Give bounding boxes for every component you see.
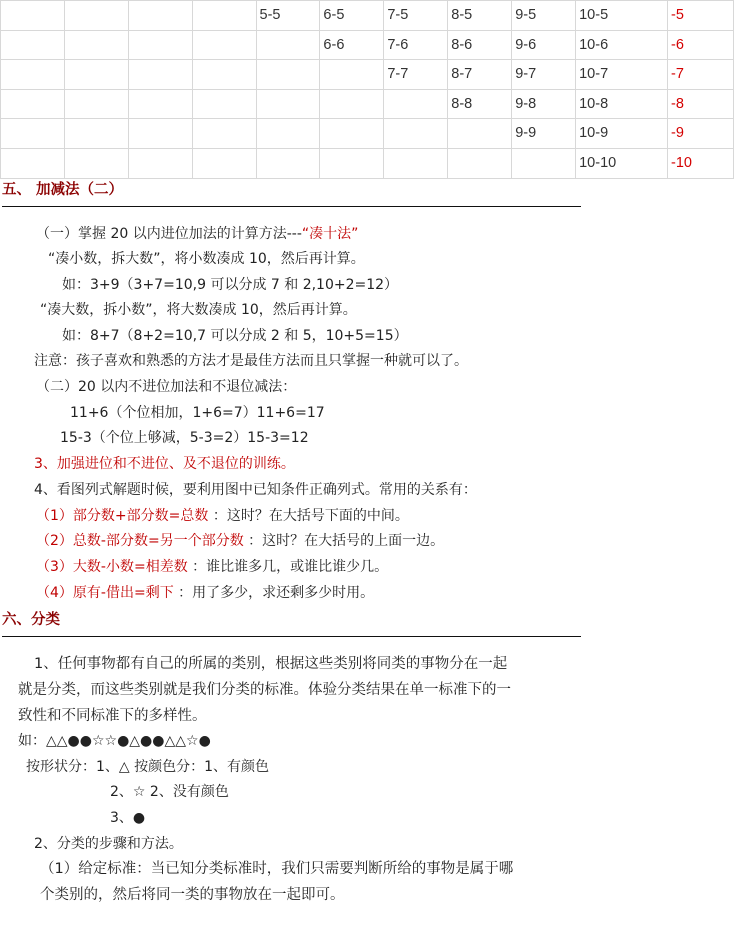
table-cell: 6-5 (320, 1, 384, 31)
table-cell (320, 89, 384, 119)
table-cell (256, 30, 320, 60)
example-b-line: 如：8+7（8+2=10,7 可以分成 2 和 5，10+5=15） (62, 328, 408, 344)
table-row (1, 119, 734, 149)
section-5-rule (2, 206, 581, 207)
table-cell (128, 89, 192, 119)
table-cell: 9-9 (512, 119, 576, 149)
relation-4-desc: ：用了多少，求还剩多少时用。 (173, 585, 375, 601)
table-cell: 8-6 (448, 30, 512, 60)
table-cell (448, 119, 512, 149)
sort-line-3: 3、● (110, 810, 146, 826)
table-cell: 9-8 (512, 89, 576, 119)
table-row (1, 60, 734, 90)
table-cell: -5 (668, 1, 734, 31)
table-cell: 10-7 (576, 60, 668, 90)
point-3-line: 3、加强进位和不进位、及不退位的训练。 (34, 456, 295, 472)
relation-3-formula: （3）大数-小数=相差数 (36, 559, 188, 575)
table-cell: 7-7 (384, 60, 448, 90)
table-cell (64, 148, 128, 178)
table-cell: 10-8 (576, 89, 668, 119)
table-cell (64, 60, 128, 90)
table-cell (64, 30, 128, 60)
sort-line-2: 2、☆ 2、没有颜色 (110, 784, 229, 800)
table-cell (192, 119, 256, 149)
table-row (1, 30, 734, 60)
example-c-line: 11+6（个位相加，1+6=7）11+6=17 (70, 405, 325, 421)
table-cell: 10-6 (576, 30, 668, 60)
table-cell: 10-5 (576, 1, 668, 31)
sort-line-1: 按形状分：1、△ 按颜色分：1、有颜色 (26, 759, 270, 775)
table-cell (320, 119, 384, 149)
para-1-line-2: 就是分类，而这些类别就是我们分类的标准。体验分类结果在单一标准下的一 (18, 682, 511, 698)
relation-3-desc: ：谁比谁多几，或谁比谁少几。 (187, 559, 389, 575)
table-cell (320, 60, 384, 90)
table-cell (1, 30, 65, 60)
table-cell: 8-7 (448, 60, 512, 90)
table-cell (256, 119, 320, 149)
table-cell (256, 89, 320, 119)
table-row (1, 148, 734, 178)
table-cell: 9-6 (512, 30, 576, 60)
table-cell: -10 (668, 148, 734, 178)
section-6-title: 六、分类 (2, 612, 60, 628)
rule-2-line: （二）20 以内不进位加法和不退位减法： (36, 379, 297, 395)
table-cell: 10-9 (576, 119, 668, 149)
table-row (1, 1, 734, 31)
shape-sequence: △△●●☆☆●△●●△△☆● (46, 733, 211, 749)
table-cell (512, 148, 576, 178)
table-row (1, 89, 734, 119)
relation-2-desc: ：这时？在大括号的上面一边。 (243, 533, 445, 549)
para-3-line-2: 个类别的，然后将同一类的事物放在一起即可。 (40, 887, 345, 903)
table-cell: -9 (668, 119, 734, 149)
method-b-line: “凑大数，拆小数”，将大数凑成 10，然后再计算。 (40, 302, 357, 318)
example-d-line: 15-3（个位上够减，5-3=2）15-3=12 (60, 430, 309, 446)
table-cell (384, 148, 448, 178)
table-cell: 10-10 (576, 148, 668, 178)
table-cell (1, 119, 65, 149)
table-cell (1, 60, 65, 90)
relation-1-formula: （1）部分数+部分数=总数 (36, 508, 209, 524)
table-cell: 9-7 (512, 60, 576, 90)
table-cell (192, 60, 256, 90)
table-cell: 7-5 (384, 1, 448, 31)
table-cell (128, 30, 192, 60)
rule-1-text: （一）掌握 20 以内进位加法的计算方法--- (36, 226, 302, 242)
para-3-line-1: （1）给定标准：当已知分类标准时，我们只需要判断所给的事物是属于哪 (40, 861, 514, 877)
para-2-line: 2、分类的步骤和方法。 (34, 836, 183, 852)
table-cell (192, 89, 256, 119)
table-cell (64, 119, 128, 149)
example-shapes-line (18, 731, 211, 751)
table-cell (256, 60, 320, 90)
rule-1-highlight: “凑十法” (301, 226, 359, 242)
relation-3-line (36, 557, 388, 577)
table-cell: 5-5 (256, 1, 320, 31)
table-cell: 7-6 (384, 30, 448, 60)
table-cell (64, 1, 128, 31)
example-label: 如： (18, 733, 46, 749)
relation-2-formula: （2）总数-部分数=另一个部分数 (36, 533, 244, 549)
section-5-title: 五、 加减法（二） (2, 182, 124, 198)
section-6-rule (2, 636, 581, 637)
table-cell (1, 89, 65, 119)
table-cell (128, 119, 192, 149)
table-cell: 8-8 (448, 89, 512, 119)
table-cell (64, 89, 128, 119)
table-cell (192, 148, 256, 178)
para-1-line-3: 致性和不同标准下的多样性。 (18, 708, 207, 724)
table-cell (192, 1, 256, 31)
subtraction-table (0, 0, 734, 179)
para-1-line-1: 1、任何事物都有自己的所属的类别，根据这些类别将同类的事物分在一起 (34, 656, 508, 672)
table-cell (128, 1, 192, 31)
example-a-line: 如：3+9（3+7=10,9 可以分成 7 和 2,10+2=12） (62, 277, 399, 293)
relation-2-line (36, 531, 444, 551)
note-line: 注意：孩子喜欢和熟悉的方法才是最佳方法而且只掌握一种就可以了。 (34, 353, 468, 369)
relation-1-line (36, 506, 409, 526)
table-cell (128, 148, 192, 178)
table-cell (128, 60, 192, 90)
table-cell (1, 1, 65, 31)
table-cell (384, 89, 448, 119)
point-4-line: 4、看图列式解题时候，要利用图中已知条件正确列式。常用的关系有： (34, 482, 477, 498)
rule-1-line (36, 224, 358, 244)
table-cell (320, 148, 384, 178)
table-cell (192, 30, 256, 60)
table-cell: -8 (668, 89, 734, 119)
table-cell: 8-5 (448, 1, 512, 31)
table-cell (384, 119, 448, 149)
table-cell: -6 (668, 30, 734, 60)
relation-1-desc: ：这时？在大括号下面的中间。 (208, 508, 409, 524)
table-cell (448, 148, 512, 178)
table-cell: -7 (668, 60, 734, 90)
table-cell: 9-5 (512, 1, 576, 31)
relation-4-formula: （4）原有-借出=剩下 (36, 585, 174, 601)
table-cell: 6-6 (320, 30, 384, 60)
table-cell (1, 148, 65, 178)
relation-4-line (36, 583, 374, 603)
method-a-line: “凑小数，拆大数”，将小数凑成 10，然后再计算。 (48, 251, 365, 267)
table-cell (256, 148, 320, 178)
